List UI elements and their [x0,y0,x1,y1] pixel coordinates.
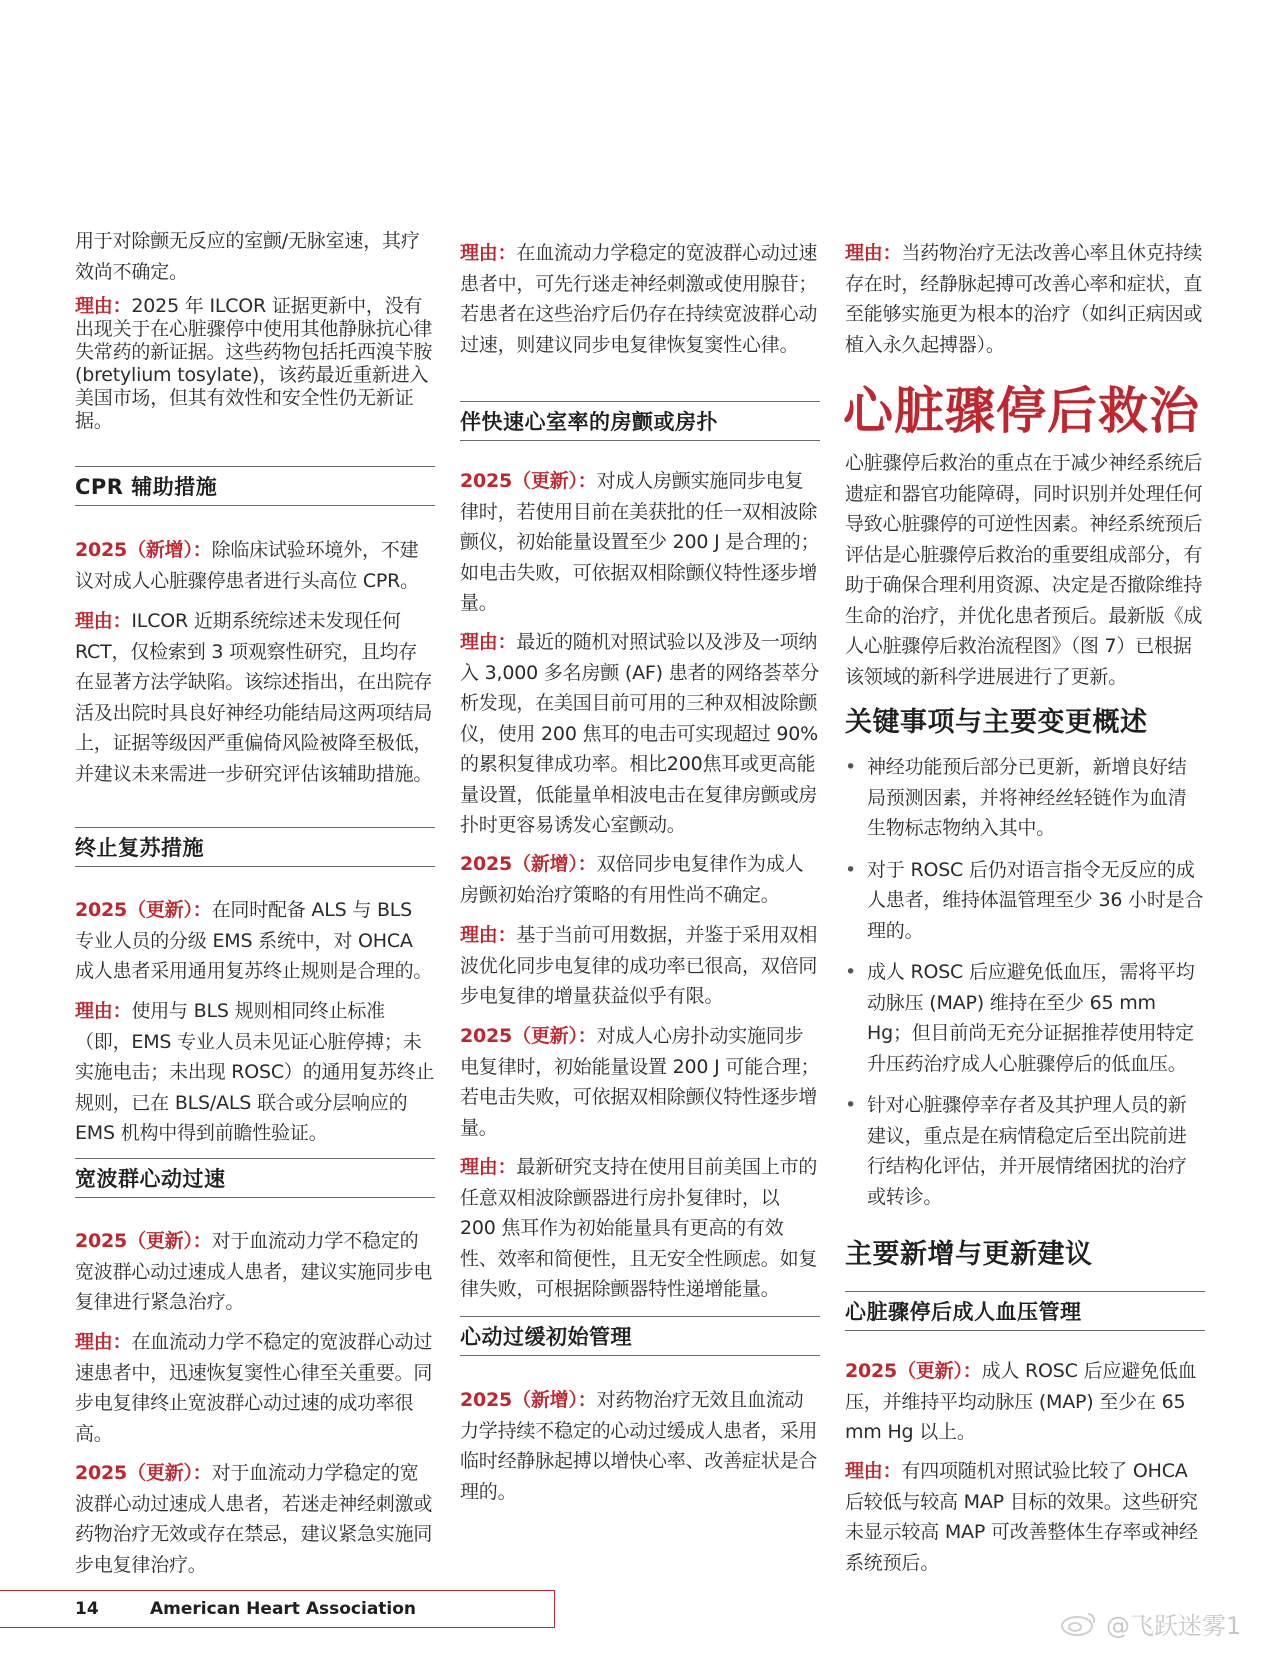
list-item-text: 对于 ROSC 后仍对语言指令无反应的成人患者，维持体温管理至少 36 小时是合理的。 [867,858,1204,942]
paragraph [75,226,435,287]
section-heading [460,1316,820,1356]
rationale-label: 理由： [845,242,902,264]
bullet-icon: • [845,858,857,881]
watermark-text: @飞跃迷雾1 [1106,1611,1242,1640]
paragraph [845,238,1205,360]
section-heading-text: CPR 辅助措施 [75,475,218,499]
paragraph [460,920,820,1012]
section-heading [845,1291,1205,1331]
section-heading [460,401,820,441]
paragraph [460,1385,820,1507]
page-number: 14 [75,1599,99,1619]
rationale-label: 理由： [460,924,517,946]
paragraph-text: 当药物治疗无法改善心率且休克持续存在时，经静脉起搏可改善心率和症状，直至能够实施更为根本的治疗（如纠正病因或植入永久起搏器）。 [845,242,1203,356]
updated-label: 2025（更新）： [75,1462,212,1484]
paragraph-text: 成人 ROSC 后应避免低血压，并维持平均动脉压 (MAP) 至少在 65 mm Hg 以上。 [845,1360,1197,1443]
paragraph [460,849,820,910]
list-item [845,752,1205,844]
paragraph-text: 对于血流动力学稳定的宽波群心动过速成人患者，若迷走神经刺激或药物治疗无效或存在禁忌，建议紧急实施同步电复律治疗。 [75,1462,433,1576]
paragraph-text: 有四项随机对照试验比较了 OHCA 后较低与较高 MAP 目标的效果。这些研究未显示较高 MAP 可改善整体生存率或神经系统预后。 [845,1460,1198,1574]
bullet-list [845,752,1205,1223]
subsection-title: 关键事项与主要变更概述 [845,707,1148,738]
paragraph [460,238,820,360]
paragraph-text: 基于当前可用数据，并鉴于采用双相波优化同步电复律的成功率已很高，双倍同步电复律的增量获益似乎有限。 [460,924,818,1007]
paragraph-text: 双倍同步电复律作为成人房颤初始治疗策略的有用性尚不确定。 [460,853,804,906]
rationale-label: 理由： [75,1000,132,1022]
paragraph [75,996,435,1149]
new-label: 2025（新增）： [460,853,597,875]
new-label: 2025（新增）： [460,1389,597,1411]
list-item [845,1090,1205,1212]
paragraph [75,1327,435,1449]
rationale-label: 理由： [75,1331,132,1353]
rationale-label: 理由： [460,631,517,653]
paragraph-text: 除临床试验环境外，不建议对成人心脏骤停患者进行头高位 CPR。 [75,539,419,592]
bullet-icon: • [845,756,857,778]
list-item-text: 针对心脏骤停幸存者及其护理人员的新建议，重点是在病情稳定后至出院前进行结构化评估，并开展情绪困扰的治疗或转诊。 [867,1094,1187,1208]
subsection-title: 主要新增与更新建议 [845,1239,1093,1270]
paragraph [460,627,820,841]
updated-label: 2025（更新）： [460,1025,597,1047]
paragraph [845,1356,1205,1448]
updated-label: 2025（更新）： [460,470,597,492]
list-item-text: 成人 ROSC 后应避免低血压，需将平均动脉压 (MAP) 维持在至少 65 mm Hg；但目前尚无充分证据推荐使用特定升压药治疗成人心脏骤停后的低血压。 [867,961,1195,1075]
rationale-label: 理由： [75,610,132,632]
rationale-label: 理由： [460,1156,517,1178]
paragraph-text: 2025 年 ILCOR 证据更新中，没有出现关于在心脏骤停中使用其他静脉抗心律失常药的新证据。这些药物包括托西溴苄胺 (bretylium tosylate)，该药最近重新进入美国市场，但其有效性和安全性仍无新证据。 [75,295,433,432]
section-title: 心脏骤停后救治 [843,382,1200,440]
rationale-label: 理由： [845,1460,902,1482]
section-heading-text: 宽波群心动过速 [75,1167,226,1191]
paragraph-text: 最近的随机对照试验以及涉及一项纳入 3,000 多名房颤 (AF) 患者的网络荟萃分析发现，在美国目前可用的三种双相波除颤仪，使用 200 焦耳的电击可实现超过 90% 的累积复律成功率。相比200焦耳或更高能量设置，低能量单相波电击在复律房颤或房扑时更容易诱发心室颤动。 [460,631,820,836]
paragraph [460,1152,820,1305]
paragraph-text: 对成人心房扑动实施同步电复律时，初始能量设置 200 J 可能合理；若电击失败，可依据双相除颤仪特性逐步增量。 [460,1025,820,1139]
paragraph [845,1456,1205,1578]
section-heading-text: 心动过缓初始管理 [460,1325,632,1349]
organization-name: American Heart Association [150,1599,417,1619]
section-heading [75,466,435,506]
weibo-icon [1060,1609,1098,1637]
rationale-label: 理由： [75,295,132,317]
paragraph-text: 对于血流动力学不稳定的宽波群心动过速成人患者，建议实施同步电复律进行紧急治疗。 [75,1230,433,1313]
page-footer [0,1590,555,1628]
paragraph-text: 在同时配备 ALS 与 BLS 专业人员的分级 EMS 系统中，对 OHCA 成人患者采用通用复苏终止规则是合理的。 [75,899,433,982]
updated-label: 2025（更新）： [845,1360,982,1382]
paragraph [75,895,435,987]
list-item-text: 神经功能预后部分已更新，新增良好结局预测因素，并将神经丝轻链作为血清生物标志物纳入其中。 [867,756,1187,839]
rationale-label: 理由： [460,242,517,264]
paragraph-text: 在血流动力学稳定的宽波群心动过速患者中，可先行迷走神经刺激或使用腺苷；若患者在这些治疗后仍存在持续宽波群心动过速，则建议同步电复律恢复窦性心律。 [460,242,818,356]
paragraph-text: 使用与 BLS 规则相同终止标准（即，EMS 专业人员未见证心脏停搏；未实施电击；未出现 ROSC）的通用复苏终止规则，已在 BLS/ALS 联合或分层响应的 EMS 机构中得到前瞻性验证。 [75,1000,435,1144]
paragraph-text: 对成人房颤实施同步电复律时，若使用目前在美获批的任一双相波除颤仪，初始能量设置至少 200 J 是合理的；如电击失败，可依据双相除颤仪特性逐步增量。 [460,470,820,614]
paragraph [75,535,435,596]
paragraph-text: 用于对除颤无反应的室颤/无脉室速，其疗效尚不确定。 [75,230,420,283]
section-heading [75,1158,435,1198]
paragraph [460,1021,820,1143]
bullet-icon: • [845,1094,857,1116]
paragraph-text: 最新研究支持在使用目前美国上市的任意双相波除颤器进行房扑复律时，以 200 焦耳作为初始能量具有更高的有效性、效率和简便性，且无安全性顾虑。如复律失败，可根据除颤器特性递增能量。 [460,1156,818,1300]
section-heading-text: 心脏骤停后成人血压管理 [845,1300,1082,1324]
section-heading-text: 终止复苏措施 [75,836,204,860]
paragraph [75,295,435,433]
paragraph-text: 在血流动力学不稳定的宽波群心动过速患者中，迅速恢复窦性心律至关重要。同步电复律终止宽波群心动过速的成功率很高。 [75,1331,433,1445]
list-item [845,957,1205,1079]
paragraph [75,1458,435,1580]
paragraph [75,606,435,789]
paragraph [460,466,820,619]
watermark [1060,1606,1241,1640]
paragraph-text: 心脏骤停后救治的重点在于减少神经系统后遗症和器官功能障碍，同时识别并处理任何导致心脏骤停的可逆性因素。神经系统预后评估是心脏骤停后救治的重要组成部分，有助于确保合理利用资源、决定是否撤除维持生命的治疗，并优化患者预后。最新版《成人心脏骤停后救治流程图》（图 7）已根据该领域的新科学进展进行了更新。 [845,452,1203,688]
updated-label: 2025（更新）： [75,899,212,921]
updated-label: 2025（更新）： [75,1230,212,1252]
paragraph-text: ILCOR 近期系统综述未发现任何 RCT，仅检索到 3 项观察性研究，且均存在显著方法学缺陷。该综述指出，在出院存活及出院时具良好神经功能结局这两项结局上，证据等级因严重偏倚风险被降至极低，并建议未来需进一步研究评估该辅助措施。 [75,610,433,785]
section-heading-text: 伴快速心室率的房颤或房扑 [460,410,718,434]
intro-paragraph [845,448,1205,692]
list-item [845,855,1205,947]
section-heading [75,827,435,867]
paragraph-text: 对药物治疗无效且血流动力学持续不稳定的心动过缓成人患者，采用临时经静脉起搏以增快心率、改善症状是合理的。 [460,1389,818,1503]
paragraph [75,1226,435,1318]
new-label: 2025（新增）： [75,539,212,561]
bullet-icon: • [845,961,857,983]
